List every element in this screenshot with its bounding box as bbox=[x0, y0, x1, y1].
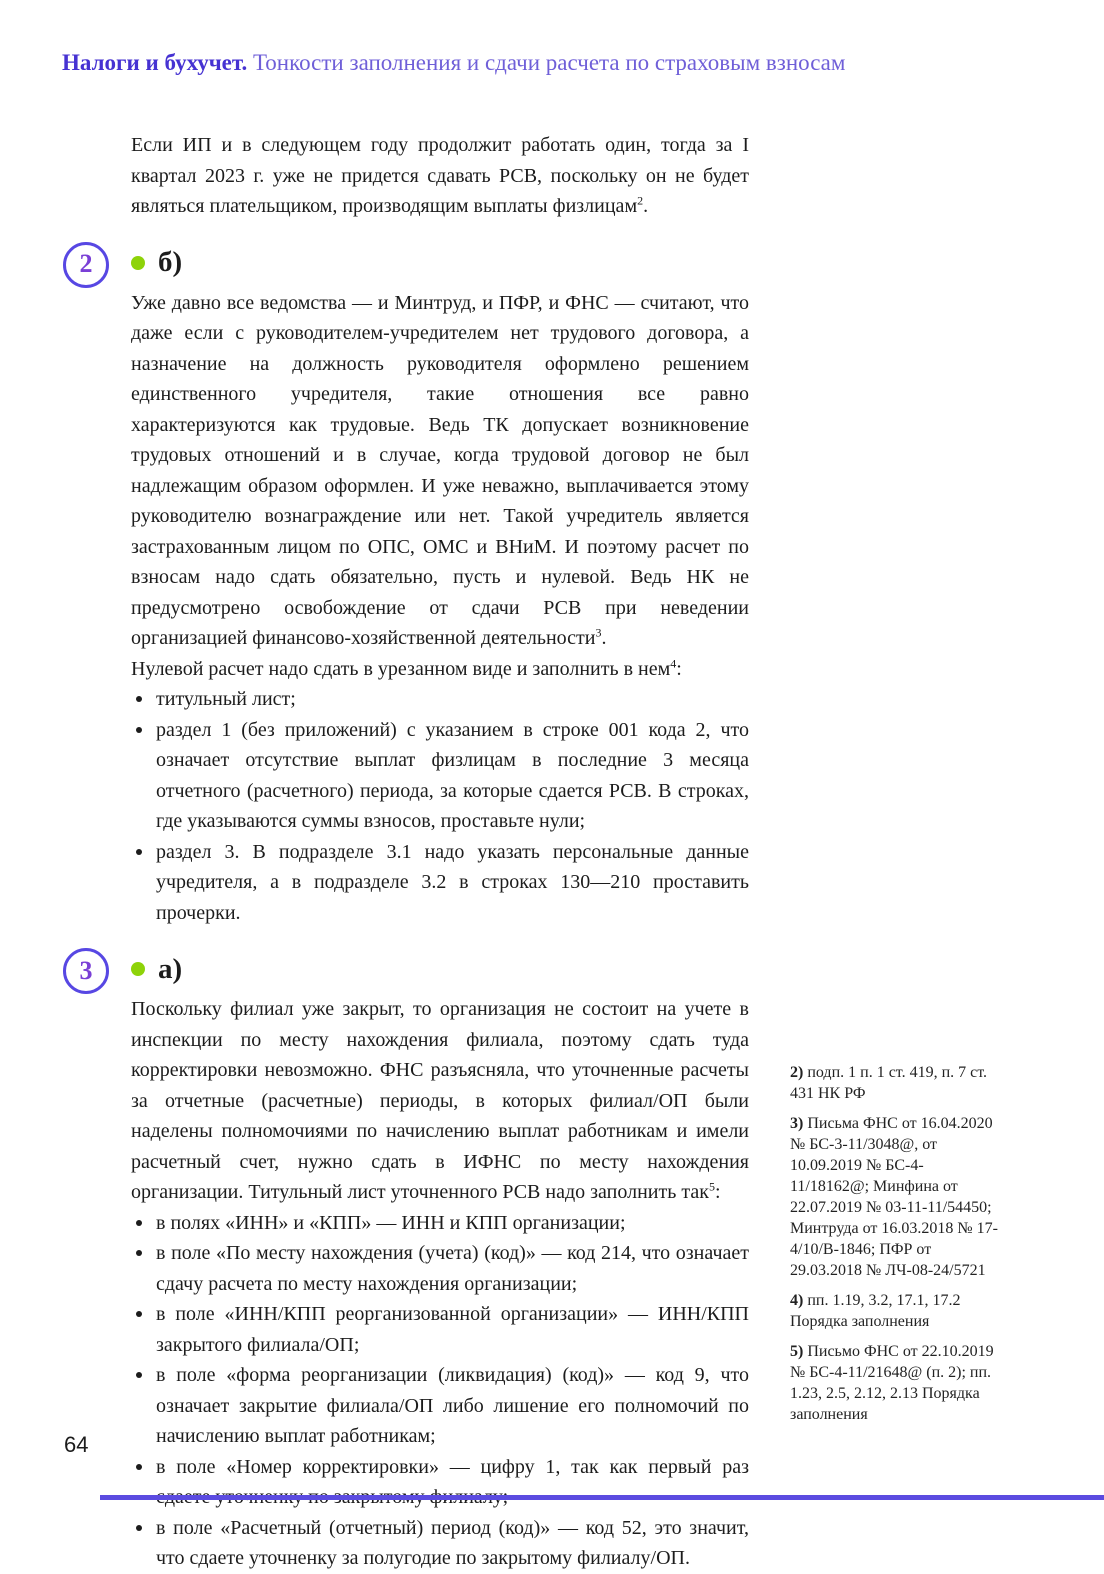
footnote-ref-2: 2 bbox=[637, 193, 644, 208]
intro-paragraph bbox=[131, 130, 749, 222]
section-a-heading bbox=[79, 949, 749, 989]
footnote-ref-3: 3 bbox=[595, 625, 602, 640]
intro-tail: . bbox=[643, 195, 649, 217]
list-item: в поле «форма реорганизации (ликвидация) (код)» — код 9, что означает закрытие филиала/ОП либо лишение его полномочий по начислению выплат работникам; bbox=[131, 1360, 749, 1452]
footnote-ref-4: 4 bbox=[670, 655, 677, 670]
footnote-marker: 2) bbox=[790, 1064, 804, 1081]
section-b-paragraph-2 bbox=[131, 654, 749, 685]
footnote-text: Письма ФНС от 16.04.2020 № БС-3-11/3048@, от 10.09.2019 № БС-4-11/18162@; Минфина от 22.07.2019 № 03-11-11/54450; Минтруда от 16.03.2018 № 17-4/10/В-1846; ПФР от 29.03.2018 № ЛЧ-08-24/5721 bbox=[790, 1115, 998, 1279]
answer-number-2: 2 bbox=[79, 249, 93, 279]
list-item: в поле «ИНН/КПП реорганизованной организации» — ИНН/КПП закрытого филиала/ОП; bbox=[131, 1299, 749, 1360]
footnote-text: Письмо ФНС от 22.10.2019 № БС-4-11/21648@ (п. 2); пп. 1.23, 2.5, 2.12, 2.13 Порядка заполнения bbox=[790, 1343, 994, 1423]
footnote-5 bbox=[790, 1341, 998, 1425]
magazine-brand: Налоги и бухучет. bbox=[62, 50, 248, 75]
list-item: раздел 3. В подразделе 3.1 надо указать персональные данные учредителя, а в подразделе 3.2 в строках 130—210 проставить прочерки. bbox=[131, 837, 749, 929]
section-b-bullet-list bbox=[131, 684, 749, 928]
section-b-text-1: Уже давно все ведомства — и Минтруд, и ПФР, и ФНС — считают, что даже если с руководителем-учредителем нет трудового договора, а назначение на должность руководителя оформлено решением единственного учредителя, такие отношения все равно характеризуются как трудовые. Ведь ТК допускает возникновение трудовых отношений и в случае, когда трудовой договор не был надлежащим образом оформлен. И уже неважно, выплачивается этому руководителю вознаграждение или нет. Такой учредитель является застрахованным лицом по ОПС, ОМС и ВНиМ. И поэтому расчет по взносам надо сдать обязательно, пусть и нулевой. Ведь НК не предусмотрено освобождение от сдачи РСВ при неведении организацией финансово-хозяйственной деятельности bbox=[131, 291, 749, 649]
bottom-accent-bar bbox=[100, 1495, 1104, 1500]
list-item: в поле «Номер корректировки» — цифру 1, так как первый раз bbox=[131, 1452, 749, 1513]
list-item: раздел 1 (без приложений) с указанием в строке 001 кода 2, что означает отсутствие выплат физлицам в последние 3 месяца отчетного (расчетного) периода, за которые сдается РСВ. В строках, где указываются суммы взносов, проставьте нули; bbox=[131, 715, 749, 837]
section-b-text-2: Нулевой расчет надо сдать в урезанном виде и заполнить в нем bbox=[131, 657, 671, 680]
footnote-4 bbox=[790, 1290, 998, 1332]
section-a-paragraph-1 bbox=[131, 994, 749, 1208]
list-item: в поле «Расчетный (отчетный) период (код)» — код 52, это значит, что сдаете уточненку за полугодие по закрытому филиалу/ОП. bbox=[131, 1513, 749, 1574]
footnote-ref-5: 5 bbox=[708, 1179, 715, 1194]
section-b-label: б) bbox=[158, 246, 183, 279]
list-item: титульный лист; bbox=[131, 684, 749, 715]
footnote-3 bbox=[790, 1113, 998, 1281]
section-a-bullet-list bbox=[131, 1208, 749, 1574]
intro-text: Если ИП и в следующем году продолжит работать один, тогда за I квартал 2023 г. уже не придется сдавать РСВ, поскольку он не будет являться плательщиком, производящим выплаты физлицам bbox=[131, 134, 749, 217]
footnote-text: пп. 1.19, 3.2, 17.1, 17.2 Порядка заполнения bbox=[790, 1292, 961, 1330]
section-a-text-1: Поскольку филиал уже закрыт, то организация не состоит на учете в инспекции по месту нахождения филиала, поэтому сдать туда корректировки невозможно. ФНС разъясняла, что уточненные расчеты за отчетные (расчетные) периоды, в которых филиал/ОП были наделены полномочиями по начислению выплат работникам и имели расчетный счет, нужно сдать в ИФНС по месту нахождения организации. Титульный лист уточненного РСВ надо заполнить так bbox=[131, 998, 749, 1203]
section-b-tail-1: . bbox=[601, 627, 607, 649]
section-a-tail-1: : bbox=[714, 1181, 721, 1203]
footnote-2 bbox=[790, 1062, 998, 1104]
page-header bbox=[62, 50, 845, 76]
article-subtitle: Тонкости заполнения и сдачи расчета по страховым взносам bbox=[252, 50, 846, 75]
section-b-tail-2: : bbox=[676, 657, 682, 680]
answer-number-circle-3 bbox=[63, 948, 109, 994]
answer-number-circle-2 bbox=[63, 242, 109, 288]
footnote-marker: 5) bbox=[790, 1343, 804, 1360]
footnote-marker: 3) bbox=[790, 1115, 804, 1132]
section-b-heading bbox=[79, 243, 749, 283]
page-number: 64 bbox=[64, 1432, 89, 1457]
footnote-column bbox=[790, 1062, 998, 1434]
footnote-marker: 4) bbox=[790, 1292, 804, 1309]
section-a-label: а) bbox=[158, 952, 183, 985]
list-item: в полях «ИНН» и «КПП» — ИНН и КПП организации; bbox=[131, 1208, 749, 1239]
list-item: в поле «По месту нахождения (учета) (код)» — код 214, что означает сдачу расчета по месту нахождения организации; bbox=[131, 1238, 749, 1299]
answer-number-3: 3 bbox=[79, 955, 93, 985]
main-text-column bbox=[79, 130, 749, 1574]
footnote-text: подп. 1 п. 1 ст. 419, п. 7 ст. 431 НК РФ bbox=[790, 1064, 988, 1102]
section-b-paragraph-1 bbox=[131, 288, 749, 654]
green-bullet-icon bbox=[131, 962, 145, 976]
green-bullet-icon bbox=[131, 256, 145, 270]
